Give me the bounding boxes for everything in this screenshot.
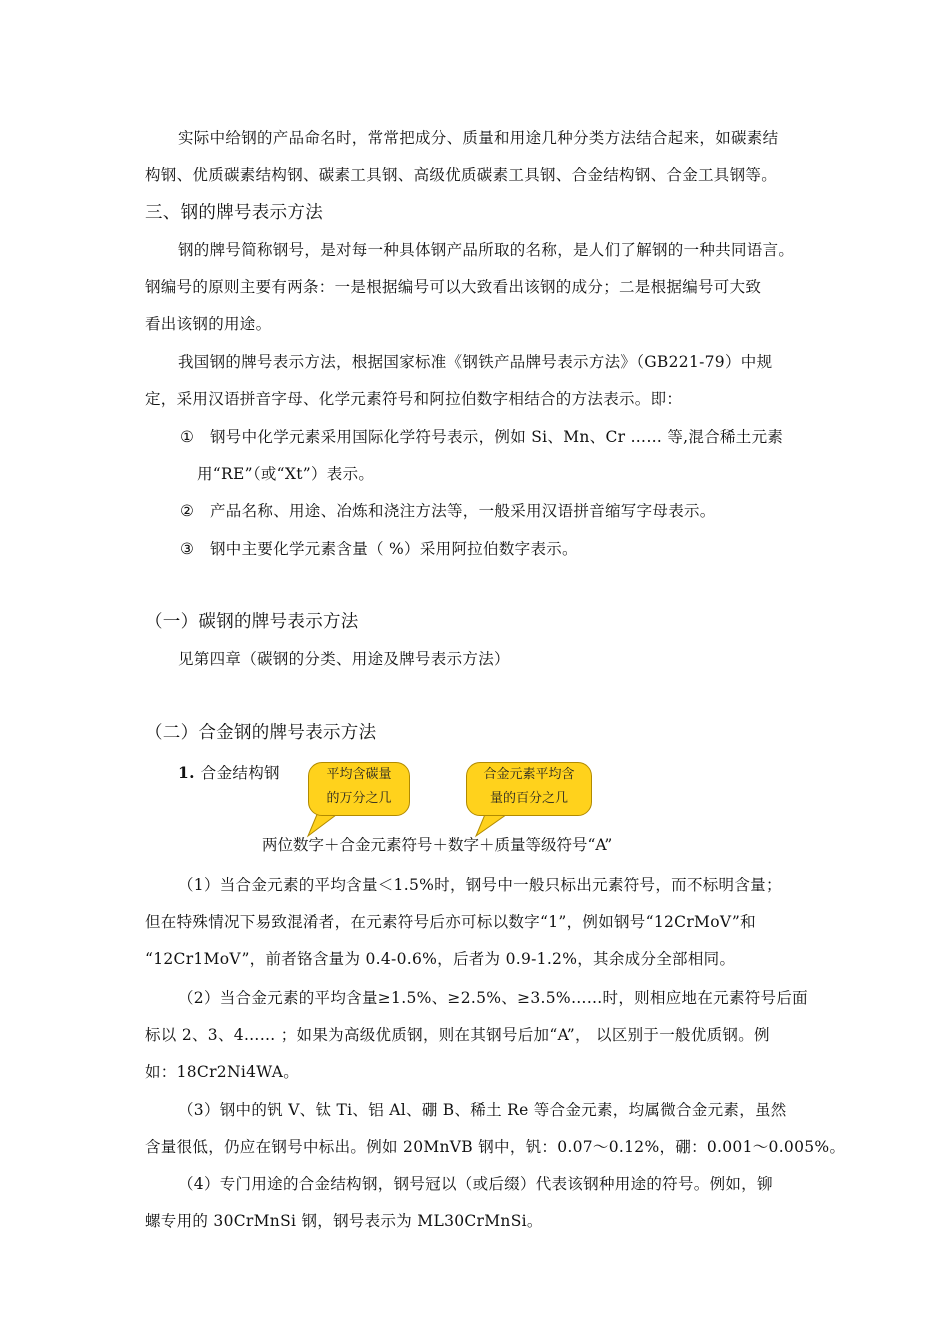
list-item-1 [180,425,783,447]
rule-3-line2: 含量很低，仍应在钢号中标出。例如 20MnVB 钢中，钒：0.07～0.12%，硼：0.001～0.005%。 [145,1138,846,1156]
para-grade-line2: 钢编号的原则主要有两条：一是根据编号可以大致看出该钢的成分；二是根据编号可大致 [145,278,762,296]
list-item-3 [180,537,578,559]
callout-carbon-content [308,762,410,816]
list-marker: ③ [180,540,195,558]
list-item-text: 钢中主要化学元素含量（ %）采用阿拉伯数字表示。 [210,540,578,558]
subsection-heading-1: （一）碳钢的牌号表示方法 [145,612,359,632]
rule-1-line1: （1）当合金元素的平均含量＜1.5%时，钢号中一般只标出元素符号，而不标明含量； [178,876,782,894]
para-grade-line1: 钢的牌号简称钢号，是对每一种具体钢产品所取的名称，是人们了解钢的一种共同语言。 [178,241,795,259]
callout-2-line2: 量的百分之几 [489,791,568,806]
rule-2-line2: 标以 2、3、4…… ；如果为高级优质钢，则在其钢号后加“A”， 以区别于一般优质钢。例 [145,1026,770,1044]
callout-alloy-content [466,762,592,816]
item-dot: . [189,763,195,782]
list-item-text: 钢号中化学元素采用国际化学符号表示，例如 Si、Mn、Cr …… 等,混合稀土元素 [210,428,784,446]
rule-4-line2: 螺专用的 30CrMnSi 钢，钢号表示为 ML30CrMnSi。 [145,1212,543,1230]
subsection-1-text: 见第四章（碳钢的分类、用途及牌号表示方法） [178,650,510,668]
item-number: 1 [178,763,190,782]
list-item-text: 产品名称、用途、冶炼和浇注方法等，一般采用汉语拼音缩写字母表示。 [210,502,716,520]
rule-4-line1: （4）专门用途的合金结构钢，钢号冠以（或后缀）代表该钢种用途的符号。例如，铆 [178,1175,773,1193]
item-heading-alloy-structural-steel [178,761,280,783]
para-standard-line2: 定，采用汉语拼音字母、化学元素符号和阿拉伯数字相结合的方法表示。即： [145,390,683,408]
list-marker: ② [180,502,195,520]
rule-2-line1: （2）当合金元素的平均含量≥1.5%、≥2.5%、≥3.5%……时，则相应地在元素符号后面 [178,989,808,1007]
rule-1-line2: 但在特殊情况下易致混淆者，在元素符号后亦可标以数字“1”，例如钢号“12CrMoV”和 [145,913,756,931]
subsection-heading-2: （二）合金钢的牌号表示方法 [145,723,377,743]
rule-3-line1: （3）钢中的钒 V、钛 Ti、铝 Al、硼 B、稀土 Re 等合金元素，均属微合金元素，虽然 [178,1101,787,1119]
para-standard-line1: 我国钢的牌号表示方法，根据国家标准《钢铁产品牌号表示方法》（GB221-79）中规 [178,353,773,371]
item-label: 合金结构钢 [200,764,280,782]
para-naming-line1: 实际中给钢的产品命名时，常常把成分、质量和用途几种分类方法结合起来，如碳素结 [178,129,779,147]
para-grade-line3: 看出该钢的用途。 [145,315,272,333]
callout-2-line1: 合金元素平均含 [483,767,575,782]
callout-1-line2: 的万分之几 [326,791,392,806]
para-naming-line2: 构钢、优质碳素结构钢、碳素工具钢、高级优质碳素工具钢、合金结构钢、合金工具钢等。 [145,166,778,184]
grade-formula: 两位数字＋合金元素符号＋数字＋质量等级符号“A” [262,836,613,854]
list-item-2 [180,499,716,521]
list-item-1-cont: 用“RE”（或“Xt”）表示。 [197,465,375,483]
rule-2-line3: 如：18Cr2Ni4WA。 [145,1063,299,1081]
callout-1-line1: 平均含碳量 [326,767,392,782]
list-marker: ① [180,428,195,446]
section-heading-3: 三、钢的牌号表示方法 [145,203,323,223]
rule-1-line3: “12Cr1MoV”，前者铬含量为 0.4-0.6%，后者为 0.9-1.2%，其余成分全部相同。 [145,950,736,968]
